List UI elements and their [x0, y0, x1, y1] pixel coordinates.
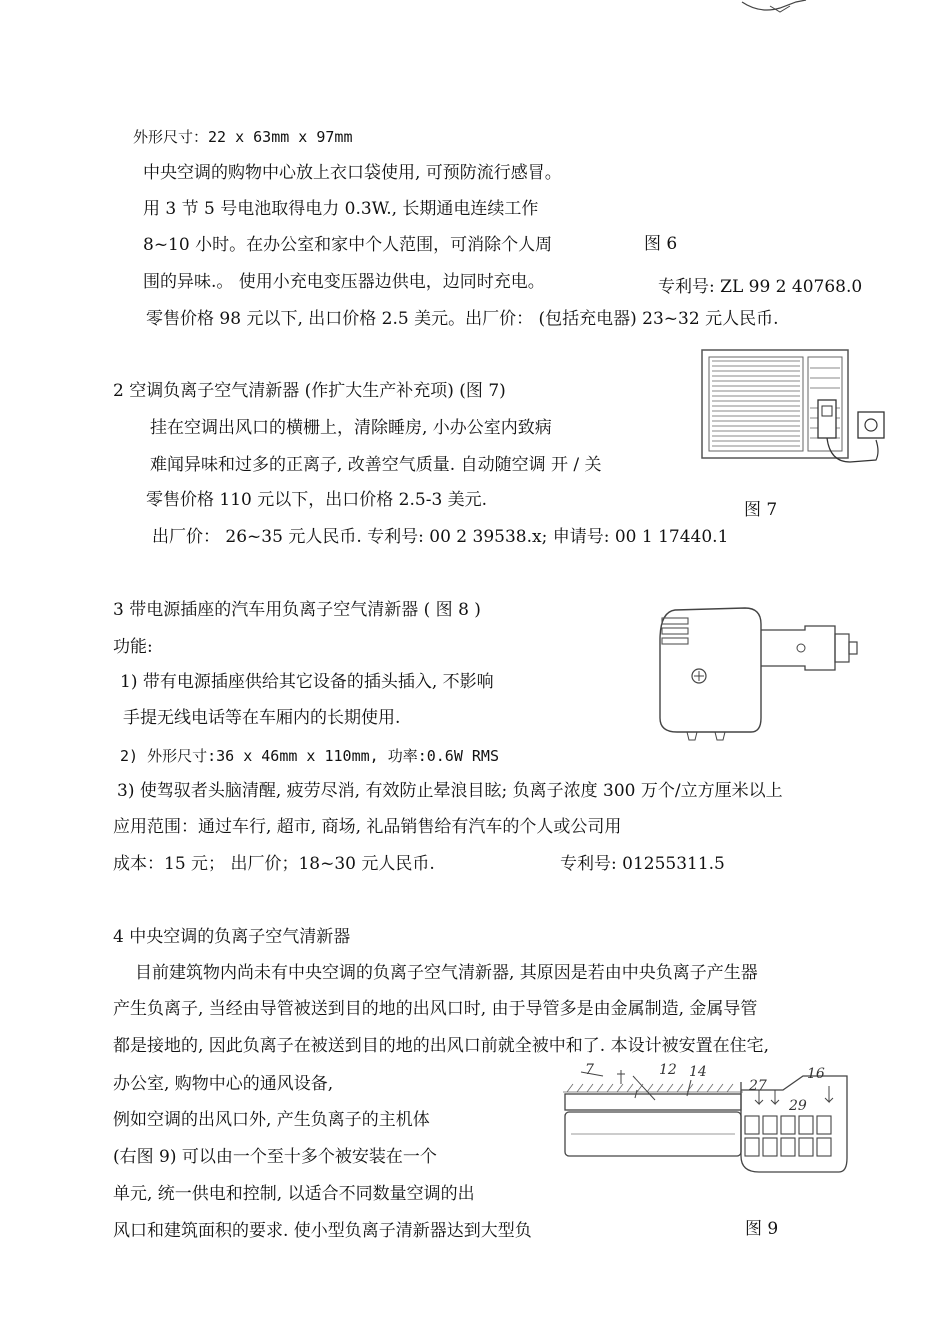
paragraph-line: 8~10 小时。在办公室和家中个人范围，可消除个人周	[143, 235, 553, 255]
patent-number: 专利号: 01255311.5	[560, 854, 725, 874]
dimensions-text: 外形尺寸：22 x 63mm x 97mm	[133, 128, 353, 146]
paragraph-line: 挂在空调出风口的横栅上，清除睡房, 小办公室内致病	[150, 418, 552, 438]
paragraph-line: 产生负离子, 当经由导管被送到目的地的出风口时, 由于导管多是由金属制造, 金属导管	[113, 999, 758, 1019]
paragraph-line: 难闻异味和过多的正离子, 改善空气质量. 自动随空调 开 / 关	[150, 455, 602, 475]
figure-9-callout: 29	[789, 1098, 807, 1114]
list-item: 3) 使驾驭者头脑清醒, 疲劳尽消, 有效防止晕浪目眩; 负离子浓度 300 万个/立方厘米以上	[117, 781, 783, 801]
figure-7-drawing	[700, 348, 890, 473]
figure-9-drawing	[563, 1062, 853, 1192]
paragraph-line: 办公室, 购物中心的通风设备,	[113, 1074, 334, 1094]
paragraph-line: 风口和建筑面积的要求. 使小型负离子清新器达到大型负	[113, 1221, 532, 1241]
figure-9-callout: 16	[807, 1066, 825, 1082]
paragraph-line: 例如空调的出风口外, 产生负离子的主机体	[113, 1110, 430, 1130]
paragraph-line: 用 3 节 5 号电池取得电力 0.3W., 长期通电连续工作	[143, 199, 539, 219]
figure-9-label: 图 9	[745, 1219, 779, 1239]
paragraph-line: 目前建筑物内尚未有中央空调的负离子空气清新器, 其原因是若由中央负离子产生器	[135, 963, 758, 983]
section-title: 3 带电源插座的汽车用负离子空气清新器 ( 图 8 )	[113, 600, 481, 620]
section-title: 4 中央空调的负离子空气清新器	[113, 927, 351, 947]
figure-6-fragment	[740, 0, 810, 14]
paragraph-line: (右图 9) 可以由一个至十多个被安装在一个	[113, 1147, 437, 1167]
paragraph-line: 都是接地的, 因此负离子在被送到目的地的出风口前就全被中和了. 本设计被安置在住宅,	[113, 1036, 770, 1056]
list-item: 2) 外形尺寸:36 x 46mm x 110mm, 功率:0.6W RMS	[120, 747, 499, 765]
paragraph-line: 零售价格 110 元以下，出口价格 2.5-3 美元.	[146, 490, 488, 510]
cost-line: 成本：15 元； 出厂价；18~30 元人民币.	[113, 854, 435, 874]
figure-9-callout: 27	[749, 1078, 767, 1094]
paragraph-line: 中央空调的购物中心放上衣口袋使用, 可预防流行感冒。	[143, 163, 562, 183]
function-label: 功能:	[113, 637, 153, 657]
price-patent-line: 出厂价： 26~35 元人民币. 专利号: 00 2 39538.x; 申请号: 00 1 17440.1	[152, 527, 729, 547]
paragraph-line: 单元, 统一供电和控制, 以适合不同数量空调的出	[113, 1184, 475, 1204]
list-item: 1) 带有电源插座供给其它设备的插头插入, 不影响	[120, 672, 494, 692]
figure-9-callout: 14	[689, 1064, 707, 1080]
figure-6-label: 图 6	[644, 234, 678, 254]
scope-line: 应用范围：通过车行, 超市, 商场, 礼品销售给有汽车的个人或公司用	[113, 817, 622, 837]
figure-9-callout: 7	[585, 1062, 594, 1078]
patent-number: 专利号: ZL 99 2 40768.0	[658, 277, 863, 297]
figure-9-callout: 12	[659, 1062, 677, 1078]
list-item: 手提无线电话等在车厢内的长期使用.	[123, 708, 401, 728]
figure-7-label: 图 7	[744, 500, 778, 520]
price-line: 零售价格 98 元以下, 出口价格 2.5 美元。出厂价： (包括充电器) 23~32 元人民币.	[146, 309, 779, 329]
section-title: 2 空调负离子空气清新器 (作扩大生产补充项) (图 7)	[113, 381, 506, 401]
figure-8-drawing	[655, 600, 865, 745]
paragraph-line: 围的异味.。 使用小充电变压器边供电，边同时充电。	[143, 272, 545, 292]
